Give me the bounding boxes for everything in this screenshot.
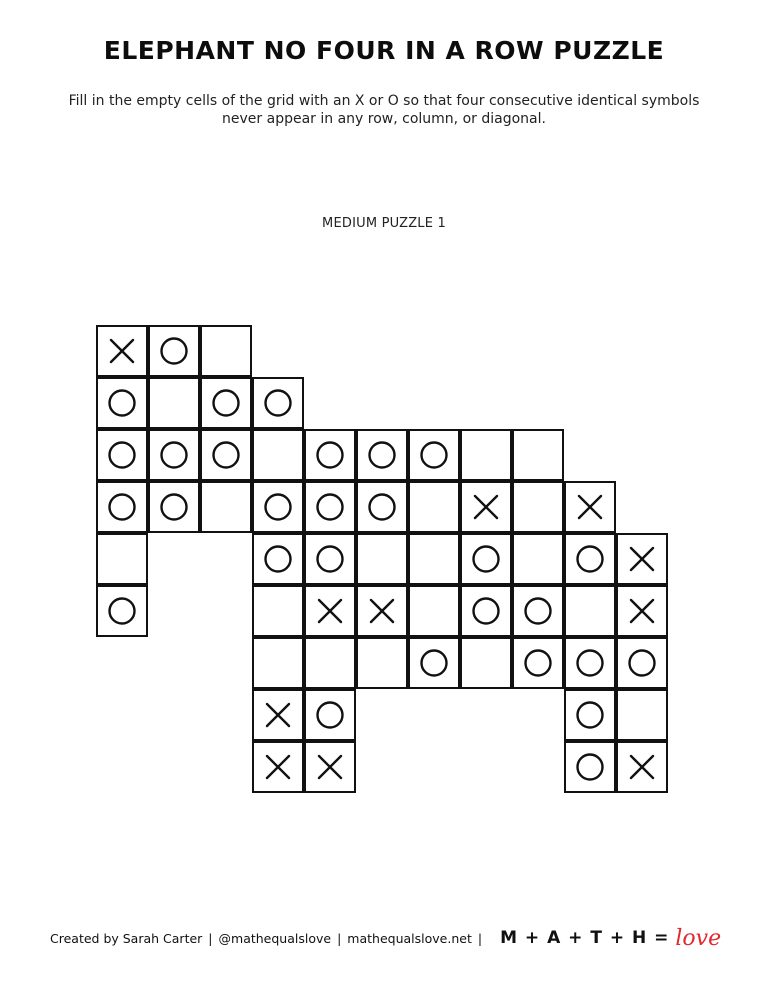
grid-cell-o — [304, 533, 356, 585]
o-mark-icon — [358, 483, 406, 531]
footer-separator: | — [208, 930, 213, 946]
x-mark-icon — [618, 587, 666, 635]
grid-cell-o — [356, 481, 408, 533]
grid-cell-empty[interactable] — [304, 637, 356, 689]
o-mark-icon — [254, 483, 302, 531]
grid-cell-empty[interactable] — [512, 481, 564, 533]
grid-cell-o — [96, 429, 148, 481]
x-mark-icon — [254, 743, 302, 791]
grid-cell-o — [512, 637, 564, 689]
footer-separator: | — [477, 930, 483, 946]
x-mark-icon — [358, 587, 406, 635]
grid-cell-x — [356, 585, 408, 637]
grid-cell-empty[interactable] — [408, 585, 460, 637]
o-mark-icon — [566, 743, 614, 791]
grid-cell-o — [460, 585, 512, 637]
grid-cell-x — [616, 741, 668, 793]
x-mark-icon — [618, 743, 666, 791]
x-mark-icon — [98, 327, 146, 375]
grid-cell-o — [408, 637, 460, 689]
grid-cell-empty[interactable] — [356, 533, 408, 585]
grid-cell-empty[interactable] — [408, 533, 460, 585]
social-handle: @mathequalslove — [218, 930, 332, 946]
o-mark-icon — [98, 587, 146, 635]
o-mark-icon — [150, 327, 198, 375]
o-mark-icon — [254, 535, 302, 583]
grid-cell-o — [200, 429, 252, 481]
grid-cell-o — [564, 533, 616, 585]
grid-cell-o — [252, 533, 304, 585]
grid-cell-x — [616, 585, 668, 637]
o-mark-icon — [150, 431, 198, 479]
grid-cell-o — [460, 533, 512, 585]
grid-cell-empty[interactable] — [616, 689, 668, 741]
x-mark-icon — [462, 483, 510, 531]
o-mark-icon — [306, 483, 354, 531]
author-credit: Created by Sarah Carter — [50, 930, 203, 946]
grid-cell-empty[interactable] — [252, 585, 304, 637]
grid-cell-x — [460, 481, 512, 533]
grid-cell-o — [148, 325, 200, 377]
o-mark-icon — [514, 587, 562, 635]
grid-cell-x — [564, 481, 616, 533]
grid-cell-o — [252, 481, 304, 533]
o-mark-icon — [202, 431, 250, 479]
grid-cell-x — [304, 741, 356, 793]
grid-cell-empty[interactable] — [512, 533, 564, 585]
brand-love-script: love — [675, 925, 722, 951]
grid-cell-empty[interactable] — [96, 533, 148, 585]
grid-cell-x — [252, 741, 304, 793]
o-mark-icon — [514, 639, 562, 687]
x-mark-icon — [566, 483, 614, 531]
footer-separator: | — [337, 930, 342, 946]
x-mark-icon — [618, 535, 666, 583]
grid-cell-empty[interactable] — [252, 637, 304, 689]
grid-cell-empty[interactable] — [512, 429, 564, 481]
o-mark-icon — [202, 379, 250, 427]
grid-cell-o — [304, 689, 356, 741]
grid-cell-o — [564, 741, 616, 793]
grid-cell-o — [252, 377, 304, 429]
o-mark-icon — [306, 431, 354, 479]
page-title: ELEPHANT NO FOUR IN A ROW PUZZLE — [103, 36, 665, 65]
footer — [50, 925, 722, 951]
grid-cell-o — [200, 377, 252, 429]
o-mark-icon — [566, 535, 614, 583]
o-mark-icon — [150, 483, 198, 531]
grid-cell-o — [96, 585, 148, 637]
o-mark-icon — [98, 483, 146, 531]
grid-cell-o — [564, 637, 616, 689]
grid-cell-empty[interactable] — [408, 481, 460, 533]
grid-cell-o — [616, 637, 668, 689]
o-mark-icon — [566, 691, 614, 739]
o-mark-icon — [306, 535, 354, 583]
o-mark-icon — [306, 691, 354, 739]
grid-cell-o — [148, 429, 200, 481]
x-mark-icon — [306, 743, 354, 791]
grid-cell-o — [408, 429, 460, 481]
o-mark-icon — [410, 639, 458, 687]
grid-cell-o — [304, 429, 356, 481]
grid-cell-empty[interactable] — [460, 429, 512, 481]
grid-cell-empty[interactable] — [564, 585, 616, 637]
o-mark-icon — [98, 379, 146, 427]
grid-cell-x — [616, 533, 668, 585]
o-mark-icon — [462, 587, 510, 635]
grid-cell-empty[interactable] — [460, 637, 512, 689]
o-mark-icon — [98, 431, 146, 479]
puzzle-label: MEDIUM PUZZLE 1 — [322, 216, 446, 231]
o-mark-icon — [254, 379, 302, 427]
grid-cell-o — [96, 377, 148, 429]
grid-cell-o — [356, 429, 408, 481]
grid-cell-empty[interactable] — [356, 637, 408, 689]
grid-cell-o — [96, 481, 148, 533]
grid-cell-empty[interactable] — [252, 429, 304, 481]
grid-cell-empty[interactable] — [200, 325, 252, 377]
instructions-text: Fill in the empty cells of the grid with an X or O so that four consecutive identical symbols never appear in any row, column, or diagonal. — [68, 93, 700, 127]
grid-cell-x — [96, 325, 148, 377]
grid-cell-x — [304, 585, 356, 637]
grid-cell-o — [564, 689, 616, 741]
o-mark-icon — [462, 535, 510, 583]
grid-cell-empty[interactable] — [148, 377, 200, 429]
grid-cell-empty[interactable] — [200, 481, 252, 533]
o-mark-icon — [410, 431, 458, 479]
brand-letters: M + A + T + H = — [500, 928, 670, 948]
o-mark-icon — [618, 639, 666, 687]
o-mark-icon — [566, 639, 614, 687]
grid-cell-o — [512, 585, 564, 637]
x-mark-icon — [306, 587, 354, 635]
x-mark-icon — [254, 691, 302, 739]
website-link: mathequalslove.net — [347, 930, 472, 946]
grid-cell-o — [304, 481, 356, 533]
grid-cell-o — [148, 481, 200, 533]
puzzle-grid — [96, 325, 672, 793]
grid-cell-x — [252, 689, 304, 741]
brand-logo — [500, 926, 721, 951]
o-mark-icon — [358, 431, 406, 479]
